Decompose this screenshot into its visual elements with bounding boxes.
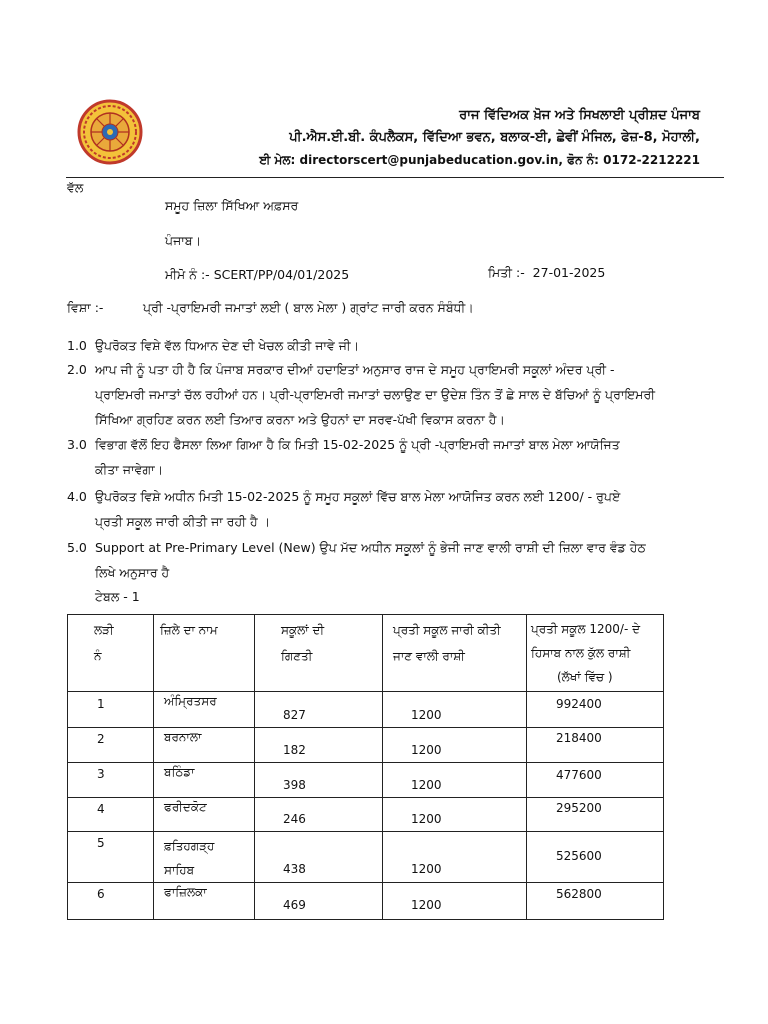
row-total: 218400 [556,731,602,745]
header-divider [66,177,724,178]
header-serial: ਲੜੀ ਨੰ [68,615,154,692]
email-label: ਈ ਮੇਲ: [259,153,296,167]
row-total: 477600 [556,768,602,782]
row-per-school: 1200 [411,898,442,912]
paragraph-line: ਲਿਖੇ ਅਨੁਸਾਰ ਹੈ [95,565,170,580]
header-district: ਜ਼ਿਲੇ ਦਾ ਨਾਮ [154,615,255,692]
header-per-school: ਪ੍ਰਤੀ ਸਕੂਲ ਜਾਰੀ ਕੀਤੀ ਜਾਣ ਵਾਲੀ ਰਾਸ਼ੀ [383,615,527,692]
letter-date [488,265,605,281]
paragraph-line: ਪ੍ਰਾਇਮਰੀ ਜਮਾਤਾਂ ਚੱਲ ਰਹੀਆਂ ਹਨ। ਪ੍ਰੀ-ਪ੍ਰਾਇਮਰੀ ਜਮਾਤਾਂ ਚਲਾਉਣ ਦਾ ਉਦੇਸ਼ ਤਿੰਨ ਤੋਂ ਛੇ ਸਾਲ ਦੇ ਬੱਚਿਆਂ ਨੂੰ ਪ੍ਰਾਇਮਰੀ [95,387,655,402]
paragraph-line: Support at Pre-Primary Level (New) ਉਪ ਮੱਦ ਅਧੀਨ ਸਕੂਲਾਂ ਨੂੰ ਭੇਜੀ ਜਾਣ ਵਾਲੀ ਰਾਸ਼ੀ ਦੀ ਜ਼ਿਲਾ ਵਾਰ ਵੰਡ ਹੇਠ [95,540,646,555]
paragraph-line: ਉਪਰੋਕਤ ਵਿਸ਼ੇ ਅਧੀਨ ਮਿਤੀ 15-02-2025 ਨੂੰ ਸਮੂਹ ਸਕੂਲਾਂ ਵਿੱਚ ਬਾਲ ਮੇਲਾ ਆਯੋਜਿਤ ਕਰਨ ਲਈ 1200/ - ਰੁਪਏ [95,489,621,504]
date-value: 27-01-2025 [532,265,606,280]
paragraph-line: ਪ੍ਰਤੀ ਸਕੂਲ ਜਾਰੀ ਕੀਤੀ ਜਾ ਰਹੀ ਹੈ । [95,514,271,529]
date-label: ਮਿਤੀ :- [488,265,525,280]
row-district: ਫਾਜ਼ਿਲਕਾ [164,885,207,899]
row-per-school: 1200 [411,812,442,826]
recipient-line-1: ਸਮੂਹ ਜ਼ਿਲਾ ਸਿੱਖਿਆ ਅਫ਼ਸਰ [165,198,299,213]
recipient-line-2: ਪੰਜਾਬ। [165,233,202,248]
row-serial: 5 [97,836,105,850]
row-school-count: 246 [283,812,306,826]
paragraph-number: 4.0 [67,489,87,504]
row-per-school: 1200 [411,778,442,792]
scert-emblem-logo [77,99,143,165]
memo-label: ਮੀਮੋ ਨੰ :- [165,267,210,282]
paragraph-line: ਕੀਤਾ ਜਾਵੇਗਾ। [95,462,164,477]
memo-value: SCERT/PP/04/01/2025 [213,267,350,282]
paragraph-number: 1.0 [67,338,87,353]
row-school-count: 182 [283,743,306,757]
row-per-school: 1200 [411,743,442,757]
paragraph-number: 3.0 [67,437,87,452]
row-district: ਬਰਨਾਲਾ [164,730,202,744]
row-total: 562800 [556,887,602,901]
row-serial: 3 [97,767,105,781]
row-serial: 2 [97,732,105,746]
row-district: ਅੰਮ੍ਰਿਤਸਰ [164,694,217,708]
phone-number: 0172-2212221 [603,153,700,167]
row-school-count: 469 [283,898,306,912]
subject-text: ਪ੍ਰੀ -ਪ੍ਰਾਇਮਰੀ ਜਮਾਤਾਂ ਲਈ ( ਬਾਲ ਮੇਲਾ ) ਗ੍ਰਾਂਟ ਜਾਰੀ ਕਰਨ ਸੰਬੰਧੀ। [143,300,474,315]
paragraph-number: 5.0 [67,540,87,555]
row-district: ਫਰੀਦਕੋਟ [164,800,207,814]
paragraph-4 [67,484,687,534]
paragraph-line: ਵਿਭਾਗ ਵੱਲੋਂ ਇਹ ਫੈਸਲਾ ਲਿਆ ਗਿਆ ਹੈ ਕਿ ਮਿਤੀ 15-02-2025 ਨੂੰ ਪ੍ਰੀ -ਪ੍ਰਾਇਮਰੀ ਜਮਾਤਾਂ ਬਾਲ ਮੇਲਾ ਆਯੋਜਿਤ [95,437,620,452]
table-row [68,763,664,798]
paragraph-number: 2.0 [67,362,87,377]
table-row [68,832,664,883]
paragraph-5 [67,535,687,585]
district-grant-table [67,614,664,920]
paragraph-3 [67,432,687,482]
row-total: 525600 [556,849,602,863]
row-serial: 6 [97,887,105,901]
row-district: ਬਠਿੰਡਾ [164,765,195,779]
subject-label: ਵਿਸ਼ਾ :- [67,300,104,315]
paragraph-2 [67,357,687,432]
table-row [68,692,664,728]
table-row [68,883,664,920]
paragraph-line: ਆਪ ਜੀ ਨੂੰ ਪਤਾ ਹੀ ਹੈ ਕਿ ਪੰਜਾਬ ਸਰਕਾਰ ਦੀਆਂ ਹਦਾਇਤਾਂ ਅਨੁਸਾਰ ਰਾਜ ਦੇ ਸਮੂਹ ਪ੍ਰਾਇਮਰੀ ਸਕੂਲਾਂ ਅੰਦਰ ਪ੍ਰੀ - [95,362,615,377]
institution-title: ਰਾਜ ਵਿੱਦਿਅਕ ਖ਼ੋਜ ਅਤੇ ਸਿਖਲਾਈ ਪ੍ਰੀਸ਼ਦ ਪੰਜਾਬ [459,108,700,123]
institution-address: ਪੀ.ਐਸ.ਈ.ਬੀ. ਕੰਪਲੈਕਸ, ਵਿੱਦਿਆ ਭਵਨ, ਬਲਾਕ-ਈ, ਛੇਵੀਂ ਮੰਜਿਲ, ਫੇਜ਼-8, ਮੋਹਾਲੀ, [289,130,700,145]
row-serial: 1 [97,697,105,711]
paragraph-line: ਸਿੱਖਿਆ ਗ੍ਰਹਿਣ ਕਰਨ ਲਈ ਤਿਆਰ ਕਰਨਾ ਅਤੇ ਉਹਨਾਂ ਦਾ ਸਰਵ-ਪੱਖੀ ਵਿਕਾਸ ਕਰਨਾ ਹੈ। [95,412,505,427]
memo-number [165,267,349,283]
table-header-row [68,615,664,692]
row-school-count: 438 [283,862,306,876]
row-serial: 4 [97,802,105,816]
email-link[interactable]: directorscert@punjabeducation.gov.in, [299,153,563,167]
paragraph-1 [67,333,667,358]
table-row [68,798,664,832]
row-total: 295200 [556,801,602,815]
to-label: ਵੱਲ [67,180,84,195]
row-school-count: 827 [283,708,306,722]
contact-line [240,153,700,168]
row-per-school: 1200 [411,862,442,876]
paragraph-line: ਉਪਰੋਕਤ ਵਿਸ਼ੇ ਵੱਲ ਧਿਆਨ ਦੇਣ ਦੀ ਖੇਚਲ ਕੀਤੀ ਜਾਵੇ ਜੀ। [95,338,360,353]
row-school-count: 398 [283,778,306,792]
header-total: ਪ੍ਰਤੀ ਸਕੂਲ 1200/- ਦੇ ਹਿਸਾਬ ਨਾਲ ਕੁੱਲ ਰਾਸ਼ੀ (ਲੱਖਾਂ ਵਿੱਚ ) [527,615,664,692]
table-row [68,728,664,763]
table-caption: ਟੇਬਲ - 1 [95,589,140,604]
row-total: 992400 [556,697,602,711]
row-district: ਫ਼ਤਿਹਗੜ੍ਹ ਸਾਹਿਬ [164,839,215,877]
header-school-count: ਸਕੂਲਾਂ ਦੀ ਗਿਣਤੀ [255,615,383,692]
row-per-school: 1200 [411,708,442,722]
phone-label: ਫੋਨ ਨੰ: [567,153,599,167]
